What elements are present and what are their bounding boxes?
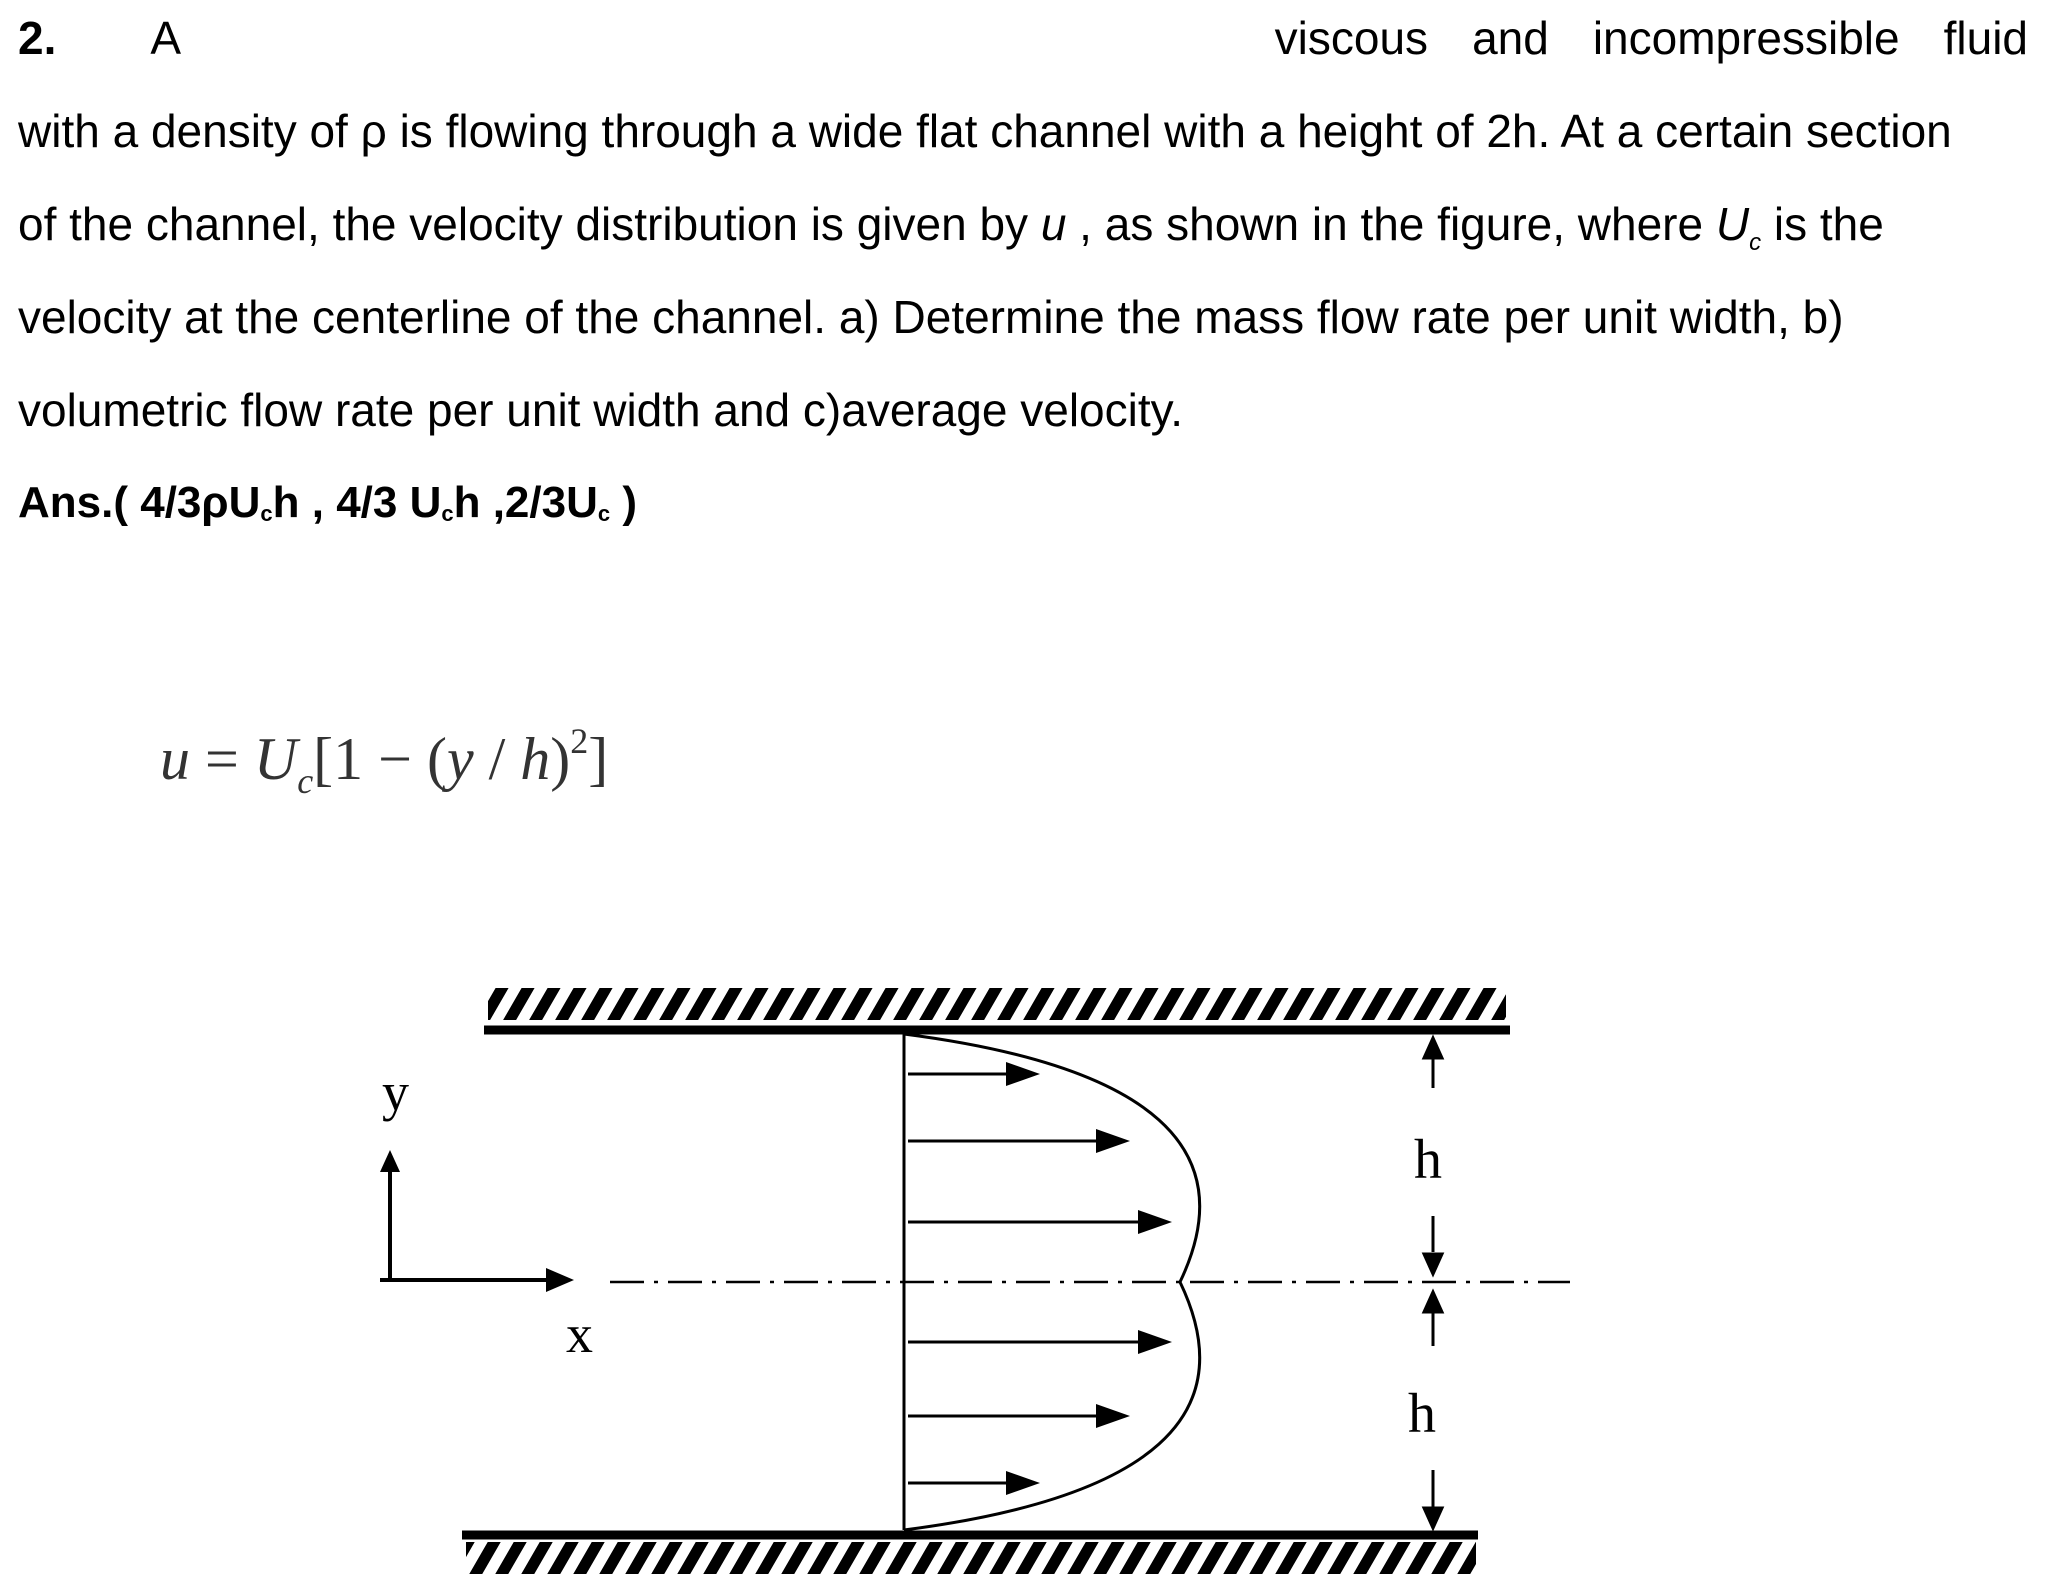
velocity-arrowheads (1006, 1062, 1172, 1495)
arrowhead-4 (1138, 1330, 1172, 1354)
problem-line-2: with a density of ρ is flowing through a wide flat channel with a height of 2h. At a certain section (18, 105, 1952, 157)
formula-slash: / (473, 726, 521, 792)
answer-sub-3: c (597, 501, 611, 526)
answer-part-4: ) (610, 478, 638, 527)
formula-h: h (520, 726, 551, 792)
formula-end: ] (588, 726, 609, 792)
var-U: U (1715, 198, 1750, 250)
answer-part-1: Ans.( 4/3ρU (18, 478, 261, 527)
problem-line-4: velocity at the centerline of the channel. a) Determine the mass flow rate per unit width, b) (18, 291, 1844, 343)
problem-line-5: volumetric flow rate per unit width and c)average velocity. (18, 384, 1184, 436)
formula-exp: 2 (570, 721, 589, 761)
h-label-top: h (1414, 1129, 1442, 1191)
arrowhead-1 (1006, 1062, 1040, 1086)
bottom-wall-hatching (466, 1542, 1476, 1574)
dim-top-down-arrow (1424, 1254, 1442, 1274)
arrowhead-2 (1096, 1129, 1130, 1153)
y-axis-label: y (382, 1062, 409, 1122)
formula-close: ) (550, 726, 571, 792)
word-viscous: viscous (1274, 12, 1429, 64)
word-fluid: fluid (1943, 12, 2028, 64)
answer-sub-2: c (441, 501, 454, 526)
arrowhead-6 (1006, 1471, 1040, 1495)
problem-number: 2. (18, 12, 57, 64)
y-axis-arrowhead (380, 1150, 400, 1172)
word-incompressible: incompressible (1592, 12, 1900, 64)
dim-bottom-up-arrow (1424, 1292, 1442, 1312)
arrowhead-3 (1138, 1210, 1172, 1234)
formula-U: U (253, 726, 298, 792)
dim-bottom-down-arrow (1424, 1508, 1442, 1528)
x-axis-label: x (566, 1304, 593, 1364)
formula-sub-c: c (297, 761, 314, 801)
word-a: A (150, 12, 182, 64)
velocity-arrows (908, 1074, 1160, 1483)
h-label-bottom: h (1408, 1383, 1436, 1445)
formula-u: u (160, 726, 190, 792)
formula-y: y (446, 726, 474, 792)
answer-part-2: h , 4/3 U (272, 478, 442, 527)
top-wall-hatching (488, 988, 1506, 1020)
line3-text-b: , as shown in the figure, where (1066, 198, 1716, 250)
answer-sub-1: c (260, 501, 273, 526)
line3-text-c: is the (1761, 198, 1884, 250)
arrowhead-5 (1096, 1404, 1130, 1428)
x-axis-arrowhead (546, 1268, 574, 1292)
var-u: u (1040, 198, 1067, 250)
formula-mid: [1 − ( (313, 726, 447, 792)
var-U-subscript: c (1749, 229, 1762, 257)
answer-part-3: h ,2/3U (453, 478, 598, 527)
dim-top-up-arrow (1424, 1038, 1442, 1058)
formula-eq: = (190, 726, 254, 792)
line3-text-a: of the channel, the velocity distribution is given by (18, 198, 1041, 250)
word-and: and (1472, 12, 1549, 64)
